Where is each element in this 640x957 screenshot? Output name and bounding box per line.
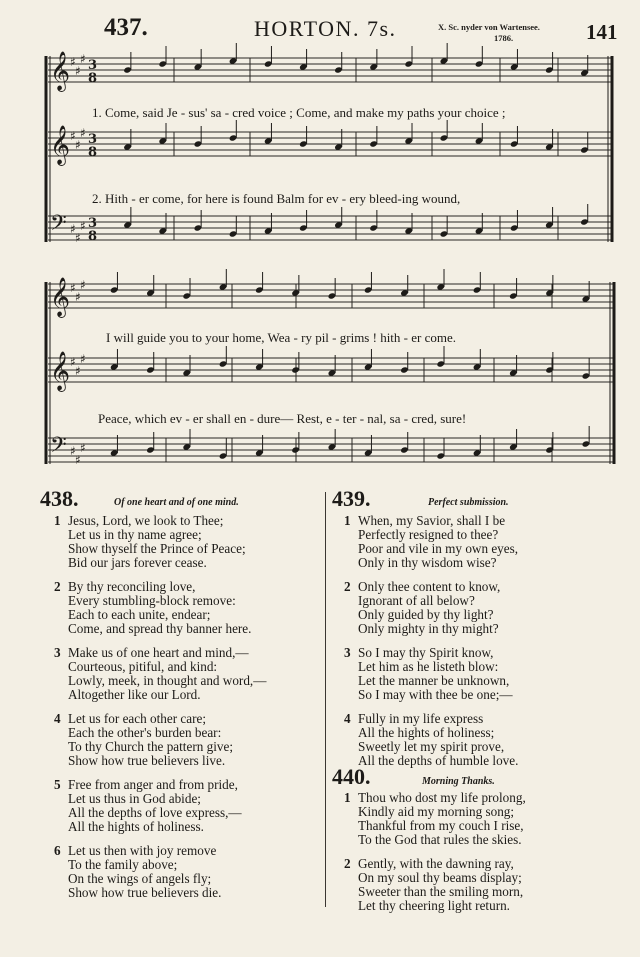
verse-line: [54, 660, 322, 674]
verse-line: [54, 514, 322, 528]
stanza: [344, 712, 634, 768]
stanza: [54, 712, 322, 768]
bass-clef-icon: 𝄢: [50, 211, 67, 241]
verse-line: [344, 608, 634, 622]
verse-text: On my soul thy beams display;: [358, 870, 522, 885]
sharp-icon: ♯: [75, 364, 81, 378]
stanza: [344, 646, 634, 702]
verse-line: [54, 622, 322, 636]
verse-text: By thy reconciling love,: [68, 579, 196, 594]
sharp-icon: ♯: [70, 55, 76, 69]
verse-line: [54, 844, 322, 858]
verse-text: All the hights of holiness;: [358, 725, 495, 740]
treble-clef-icon: 𝄞: [50, 125, 71, 165]
verse-line: [54, 594, 322, 608]
verse-text: Show how true believers live.: [68, 753, 226, 768]
sharp-icon: ♯: [75, 64, 81, 78]
verse-text: Come, and spread thy banner here.: [68, 621, 252, 636]
verse-text: So I may with thee be one;—: [358, 687, 513, 702]
tune-name: HORTON. 7s.: [254, 16, 397, 41]
verse-text: Let the manner be unknown,: [358, 673, 510, 688]
verse-text: Each to each unite, endear;: [68, 607, 211, 622]
verse-line: [344, 871, 634, 885]
verse-text: Thankful from my couch I rise,: [358, 818, 524, 833]
verse-line: [344, 580, 634, 594]
verse-line: [344, 660, 634, 674]
sharp-icon: ♯: [75, 453, 81, 467]
hymn-440-number: 440.: [332, 764, 371, 789]
verse-line: [344, 674, 634, 688]
verse-line: [54, 858, 322, 872]
sharp-icon: ♯: [80, 352, 86, 366]
verse-text: Gently, with the dawning ray,: [358, 856, 514, 871]
verse-line: [344, 791, 634, 805]
verse-line: [54, 886, 322, 900]
stanza-number: 4: [344, 711, 351, 726]
stanza-number: 3: [54, 645, 61, 660]
time-signature-icon: 8: [88, 145, 98, 160]
stanza: [54, 514, 322, 570]
verse-text: Kindly aid my morning song;: [358, 804, 515, 819]
stanza: [54, 844, 322, 900]
composer-year: 1786.: [494, 33, 514, 43]
verse-line: [54, 754, 322, 768]
verse-line: [344, 646, 634, 660]
verse-text: To the family above;: [68, 857, 178, 872]
verse-line: [344, 688, 634, 702]
sharp-icon: ♯: [70, 355, 76, 369]
lyric-line-4: Peace, which ev - er shall en - dure— Rest, e - ter - nal, sa - cred, sure!: [98, 411, 467, 426]
music-system-1: [0, 40, 640, 300]
verse-line: [54, 688, 322, 702]
hymn-439-subtitle: Perfect submission.: [428, 497, 509, 508]
sharp-icon: ♯: [75, 138, 81, 152]
verse-text: Each the other's burden bear:: [68, 725, 222, 740]
verse-line: [344, 833, 634, 847]
verse-text: Courteous, pitiful, and kind:: [68, 659, 218, 674]
verse-line: [344, 556, 634, 570]
verse-text: Only mighty in thy might?: [358, 621, 499, 636]
verse-text: Poor and vile in my own eyes,: [358, 541, 519, 556]
stanza: [344, 857, 634, 913]
verse-line: [54, 712, 322, 726]
verse-line: [344, 594, 634, 608]
verse-line: [54, 580, 322, 594]
verse-text: Only in thy wisdom wise?: [358, 555, 497, 570]
verse-text: On the wings of angels fly;: [68, 871, 212, 886]
sharp-icon: ♯: [70, 444, 76, 458]
verse-text: Sweeter than the smiling morn,: [358, 884, 524, 899]
verse-text: Let us then with joy remove: [68, 843, 217, 858]
verse-text: Jesus, Lord, we look to Thee;: [68, 513, 224, 528]
verse-line: [344, 542, 634, 556]
hymn-439-number: 439.: [332, 486, 371, 511]
stanza-number: 3: [344, 645, 351, 660]
stanza-number: 1: [344, 513, 351, 528]
hymn-440-subtitle: Morning Thanks.: [422, 776, 495, 787]
stanza-number: 2: [54, 579, 61, 594]
verse-text: Ignorant of all below?: [358, 593, 475, 608]
treble-clef-icon: 𝄞: [50, 351, 71, 391]
stanza-number: 4: [54, 711, 61, 726]
verse-text: All the depths of love express,—: [68, 805, 242, 820]
treble-clef-icon: 𝄞: [50, 277, 71, 317]
verse-text: Every stumbling-block remove:: [68, 593, 236, 608]
verse-line: [344, 885, 634, 899]
verse-line: [344, 740, 634, 754]
verse-line: [344, 754, 634, 768]
verse-text: Lowly, meek, in thought and word,—: [68, 673, 267, 688]
stanza: [54, 580, 322, 636]
stanza-number: 2: [344, 856, 351, 871]
music-system-2: [0, 264, 640, 494]
verse-line: [54, 740, 322, 754]
verse-text: Make us of one heart and mind,—: [68, 645, 249, 660]
verse-text: So I may thy Spirit know,: [358, 645, 494, 660]
verse-line: [344, 805, 634, 819]
verse-text: Perfectly resigned to thee?: [358, 527, 499, 542]
verse-text: Let us for each other care;: [68, 711, 207, 726]
sharp-icon: ♯: [80, 126, 86, 140]
stanza: [54, 646, 322, 702]
verse-line: [344, 726, 634, 740]
bass-clef-icon: 𝄢: [50, 433, 67, 463]
treble-clef-icon: 𝄞: [50, 51, 71, 91]
hymn-440-text: [344, 791, 634, 923]
verse-line: [54, 542, 322, 556]
verse-text: To the God that rules the skies.: [358, 832, 522, 847]
verse-line: [54, 792, 322, 806]
lyric-line-3: I will guide you to your home, Wea - ry pil - grims ! hith - er come.: [106, 330, 456, 345]
sharp-icon: ♯: [75, 290, 81, 304]
verse-text: Free from anger and from pride,: [68, 777, 238, 792]
verse-line: [54, 820, 322, 834]
stanza-number: 5: [54, 777, 61, 792]
lyric-line-1: 1. Come, said Je - sus' sa - cred voice ; Come, and make my paths your choice ;: [92, 105, 506, 120]
stanza: [344, 791, 634, 847]
sharp-icon: ♯: [70, 129, 76, 143]
hymn-number: 437.: [104, 14, 148, 41]
verse-line: [54, 528, 322, 542]
verse-text: Let us in thy name agree;: [68, 527, 202, 542]
verse-text: Bid our jars forever cease.: [68, 555, 207, 570]
stanza-number: 1: [54, 513, 61, 528]
verse-text: Let him as he listeth blow:: [358, 659, 499, 674]
verse-line: [54, 646, 322, 660]
sharp-icon: ♯: [75, 231, 81, 245]
sharp-icon: ♯: [70, 281, 76, 295]
verse-text: To thy Church the pattern give;: [68, 739, 233, 754]
stanza-number: 6: [54, 843, 61, 858]
time-signature-icon: 3: [88, 58, 98, 73]
stanza-number: 1: [344, 790, 351, 805]
sharp-icon: ♯: [80, 219, 86, 233]
verse-line: [344, 819, 634, 833]
verse-text: Only guided by thy light?: [358, 607, 494, 622]
verse-line: [344, 622, 634, 636]
page-number: 141: [586, 20, 618, 44]
verse-text: When, my Savior, shall I be: [358, 513, 506, 528]
time-signature-icon: 8: [88, 71, 98, 86]
time-signature-icon: 8: [88, 229, 98, 244]
verse-line: [54, 872, 322, 886]
hymn-439-text: [344, 514, 634, 778]
verse-line: [344, 528, 634, 542]
verse-line: [54, 726, 322, 740]
verse-line: [54, 778, 322, 792]
verse-text: Let thy cheering light return.: [358, 898, 510, 913]
hymn-438-subtitle: Of one heart and of one mind.: [114, 497, 239, 508]
stanza: [344, 580, 634, 636]
verse-line: [54, 608, 322, 622]
verse-line: [344, 857, 634, 871]
verse-text: Show how true believers die.: [68, 885, 222, 900]
verse-text: Fully in my life express: [358, 711, 484, 726]
column-divider: [325, 492, 326, 907]
verse-text: Altogether like our Lord.: [68, 687, 201, 702]
verse-text: Let us thus in God abide;: [68, 791, 201, 806]
sharp-icon: ♯: [80, 52, 86, 66]
stanza: [344, 514, 634, 570]
sharp-icon: ♯: [70, 222, 76, 236]
sharp-icon: ♯: [80, 441, 86, 455]
verse-text: Only thee content to know,: [358, 579, 501, 594]
hymn-438-text: [54, 514, 322, 910]
verse-line: [344, 899, 634, 913]
verse-line: [344, 712, 634, 726]
verse-line: [54, 556, 322, 570]
sharp-icon: ♯: [80, 278, 86, 292]
time-signature-icon: 3: [88, 216, 98, 231]
verse-line: [54, 806, 322, 820]
lyric-line-2: 2. Hith - er come, for here is found Balm for ev - ery bleed-ing wound,: [92, 191, 461, 206]
verse-text: All the hights of holiness.: [68, 819, 204, 834]
verse-text: Show thyself the Prince of Peace;: [68, 541, 246, 556]
verse-line: [344, 514, 634, 528]
hymn-438-number: 438.: [40, 486, 79, 511]
verse-line: [54, 674, 322, 688]
verse-text: Sweetly let my spirit prove,: [358, 739, 505, 754]
verse-text: All the depths of humble love.: [358, 753, 519, 768]
stanza: [54, 778, 322, 834]
composer-name: X. Sc. nyder von Wartensee.: [438, 22, 540, 32]
time-signature-icon: 3: [88, 132, 98, 147]
stanza-number: 2: [344, 579, 351, 594]
verse-text: Thou who dost my life prolong,: [358, 790, 526, 805]
